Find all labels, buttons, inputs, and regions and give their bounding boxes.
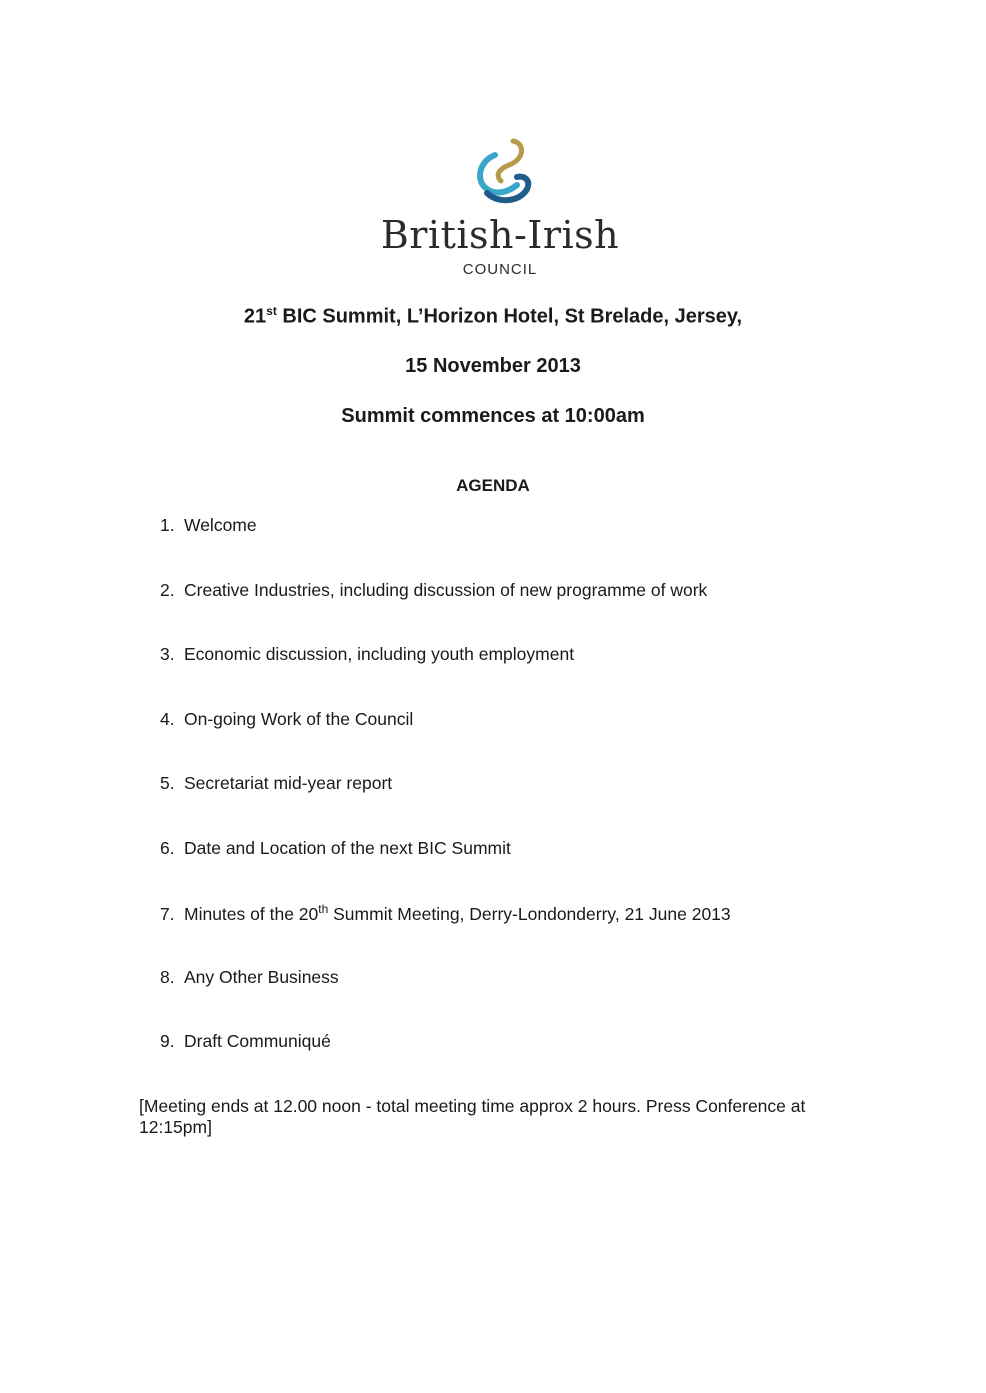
- agenda-item: [160, 967, 860, 1032]
- agenda-item-number: 5.: [160, 773, 175, 793]
- agenda-item-number: 8.: [160, 966, 175, 987]
- agenda-item: [160, 838, 860, 903]
- agenda-item: [160, 902, 860, 967]
- council-logo: [360, 135, 640, 285]
- summit-number: 21: [243, 305, 267, 328]
- agenda-item-text: Date and Location of the next BIC Summit: [184, 837, 511, 858]
- agenda-item-text: Creative Industries, including discussion of new programme of work: [184, 579, 708, 600]
- agenda-item-text: Economic discussion, including youth employment: [184, 644, 575, 664]
- agenda-item: [160, 515, 860, 580]
- bic-emblem-icon: [465, 135, 535, 210]
- summit-venue: BIC Summit, L’Horizon Hotel, St Brelade, Jersey,: [276, 305, 743, 328]
- agenda-item-number: 7.: [160, 903, 175, 924]
- summit-ordinal: st: [266, 304, 277, 318]
- summit-title: [0, 304, 986, 329]
- logo-wordmark: British-Irish: [380, 213, 620, 257]
- logo-subtitle: COUNCIL: [462, 261, 538, 278]
- agenda-item: [160, 1031, 860, 1096]
- agenda-item-text: On-going Work of the Council: [184, 708, 414, 729]
- agenda-item-number: 1.: [160, 515, 175, 535]
- agenda-item-text: Draft Communiqué: [184, 1031, 331, 1051]
- agenda-item: [160, 709, 860, 774]
- agenda-title: AGENDA: [456, 476, 530, 495]
- summit-date: 15 November 2013: [405, 355, 581, 377]
- agenda-item-number: 3.: [160, 644, 175, 664]
- agenda-item: [160, 644, 860, 709]
- agenda-item-text: Secretariat mid-year report: [184, 773, 393, 793]
- agenda-item-text: Any Other Business: [184, 966, 339, 987]
- agenda-item-number: 6.: [160, 837, 175, 858]
- agenda-item-number: 9.: [160, 1031, 175, 1051]
- agenda-item-ordinal: th: [318, 902, 329, 916]
- agenda-item-number: 4.: [160, 708, 175, 729]
- agenda-item-number: 2.: [160, 579, 175, 600]
- meeting-end-note: [Meeting ends at 12.00 noon - total meeting time approx 2 hours. Press Conference at 12:15pm]: [139, 1096, 806, 1137]
- summit-start-time: Summit commences at 10:00am: [341, 405, 645, 427]
- agenda-item-text-rest: Summit Meeting, Derry-Londonderry, 21 June 2013: [328, 903, 731, 924]
- agenda-list: [160, 515, 860, 1096]
- agenda-item-text: Minutes of the 20: [184, 903, 319, 924]
- agenda-item: [160, 580, 860, 645]
- agenda-item-text: Welcome: [184, 515, 257, 535]
- agenda-item: [160, 773, 860, 838]
